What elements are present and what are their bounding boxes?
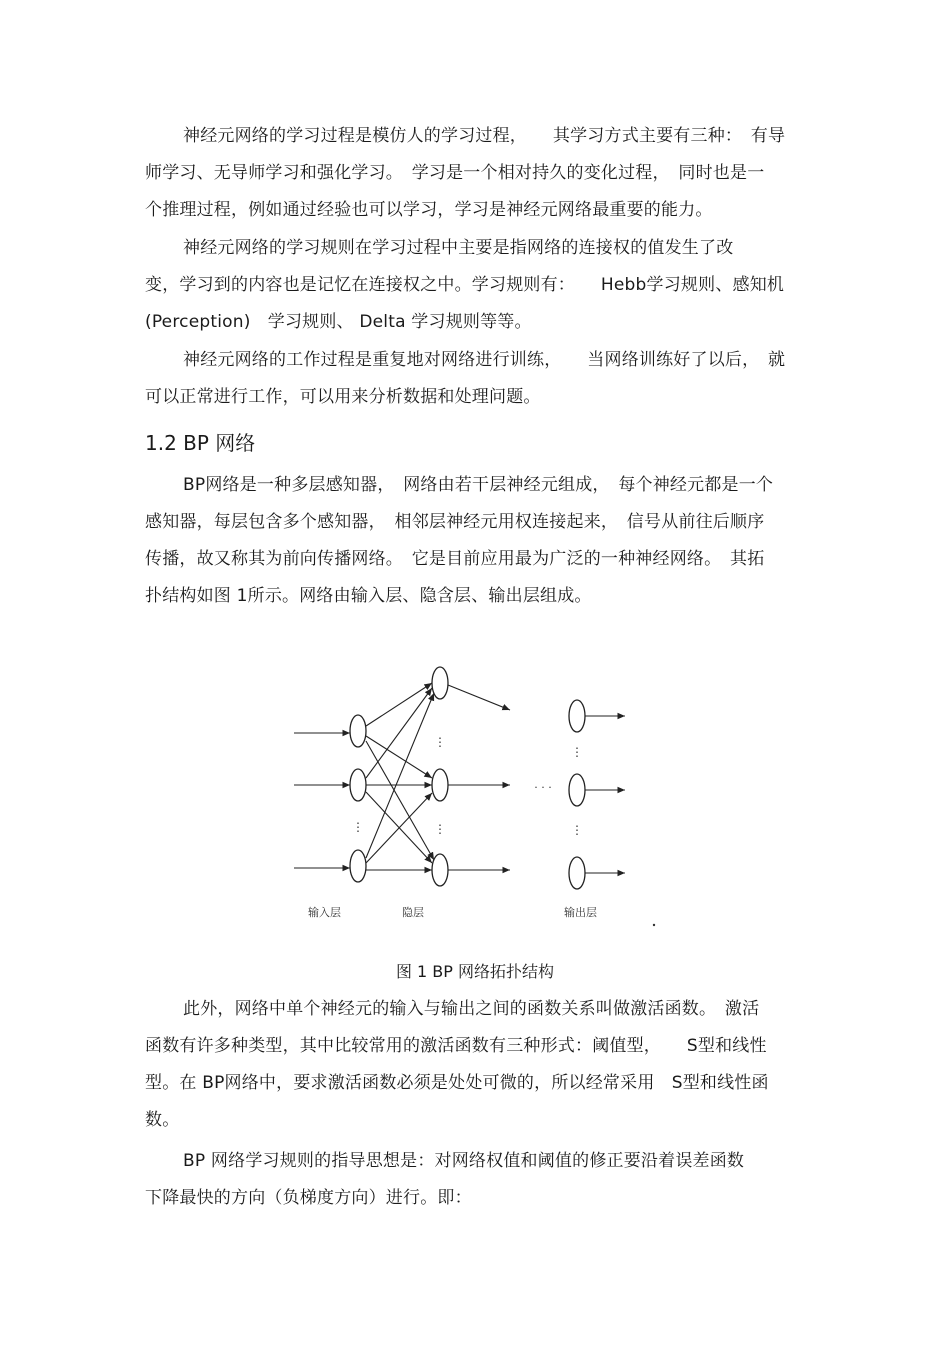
paragraph-learning-process xyxy=(145,118,810,229)
text-line: 传播，故又称其为前向传播网络。 它是目前应用最为广泛的一种神经网络。 其拓 xyxy=(145,549,765,569)
text-line: 个推理过程，例如通过经验也可以学习，学习是神经元网络最重要的能力。 xyxy=(145,200,713,220)
network-diagram xyxy=(280,648,680,938)
text-line: 神经元网络的学习过程是模仿人的学习过程， 其学习方式主要有三种： 有导 xyxy=(183,126,786,146)
text-line: 函数有许多种类型，其中比较常用的激活函数有三种形式：阈值型， S型和线性 xyxy=(145,1036,767,1056)
hidden-neuron xyxy=(432,854,448,886)
text-line: 数。 xyxy=(145,1110,180,1130)
output-neuron xyxy=(569,857,585,889)
output-neuron xyxy=(569,774,585,806)
text-line: 神经元网络的工作过程是重复地对网络进行训练， 当网络训练好了以后， 就 xyxy=(183,350,786,370)
text-line: 型。在 BP网络中，要求激活函数必须是处处可微的，所以经常采用 S型和线性函 xyxy=(145,1073,769,1093)
vertical-dots: ⋮ xyxy=(434,822,446,836)
text-line: BP 网络学习规则的指导思想是：对网络权值和阈值的修正要沿着误差函数 xyxy=(183,1151,745,1171)
text-line: 此外，网络中单个神经元的输入与输出之间的函数关系叫做激活函数。 激活 xyxy=(183,999,760,1019)
vertical-dots: ⋮ xyxy=(571,823,583,837)
text-line: 下降最快的方向（负梯度方向）进行。即： xyxy=(145,1188,472,1208)
weight-connection xyxy=(366,693,434,858)
text-line: 神经元网络的学习规则在学习过程中主要是指网络的连接权的值发生了改 xyxy=(183,238,734,258)
text-line: BP网络是一种多层感知器， 网络由若干层神经元组成， 每个神经元都是一个 xyxy=(183,475,774,495)
input-neuron xyxy=(350,715,366,747)
vertical-dots: ⋮ xyxy=(434,735,446,749)
section-heading: 1.2 BP 网络 xyxy=(145,431,256,455)
output-neuron xyxy=(569,700,585,732)
hidden-layer-label: 隐层 xyxy=(402,906,424,919)
text-line: 可以正常进行工作，可以用来分析数据和处理问题。 xyxy=(145,387,541,407)
input-layer-label: 输入层 xyxy=(308,906,341,919)
text-line: 扑结构如图 1所示。网络由输入层、隐含层、输出层组成。 xyxy=(145,586,592,606)
bp-network-figure xyxy=(280,648,680,938)
paragraph-working-process xyxy=(145,342,810,416)
text-line: 师学习、无导师学习和强化学习。 学习是一个相对持久的变化过程， 同时也是一 xyxy=(145,163,765,183)
text-line: (Perception) 学习规则、 Delta 学习规则等等。 xyxy=(145,312,532,332)
hidden-output-arrow xyxy=(448,685,510,710)
text-line: 变，学习到的内容也是记忆在连接权之中。学习规则有： Hebb学习规则、感知机 xyxy=(145,275,785,295)
figure-caption: 图 1 BP 网络拓扑结构 xyxy=(395,962,555,981)
output-layer-label: 输出层 xyxy=(564,906,597,919)
vertical-dots: ⋮ xyxy=(352,820,364,834)
horizontal-ellipsis: · · · xyxy=(534,781,552,794)
vertical-dots: ⋮ xyxy=(571,745,583,759)
weight-connection xyxy=(366,741,434,860)
paragraph-activation-function xyxy=(145,991,810,1139)
hidden-neuron xyxy=(432,667,448,699)
weight-connection xyxy=(366,736,432,778)
weight-connection xyxy=(366,688,432,778)
paragraph-bp-network xyxy=(145,467,810,615)
speck xyxy=(653,924,655,926)
input-neuron xyxy=(350,850,366,882)
paragraph-bp-learning-rule xyxy=(145,1143,810,1217)
weight-connection xyxy=(366,683,432,726)
text-line: 感知器，每层包含多个感知器， 相邻层神经元用权连接起来， 信号从前往后顺序 xyxy=(145,512,765,532)
paragraph-learning-rules xyxy=(145,230,810,341)
hidden-neuron xyxy=(432,769,448,801)
input-neuron xyxy=(350,769,366,801)
